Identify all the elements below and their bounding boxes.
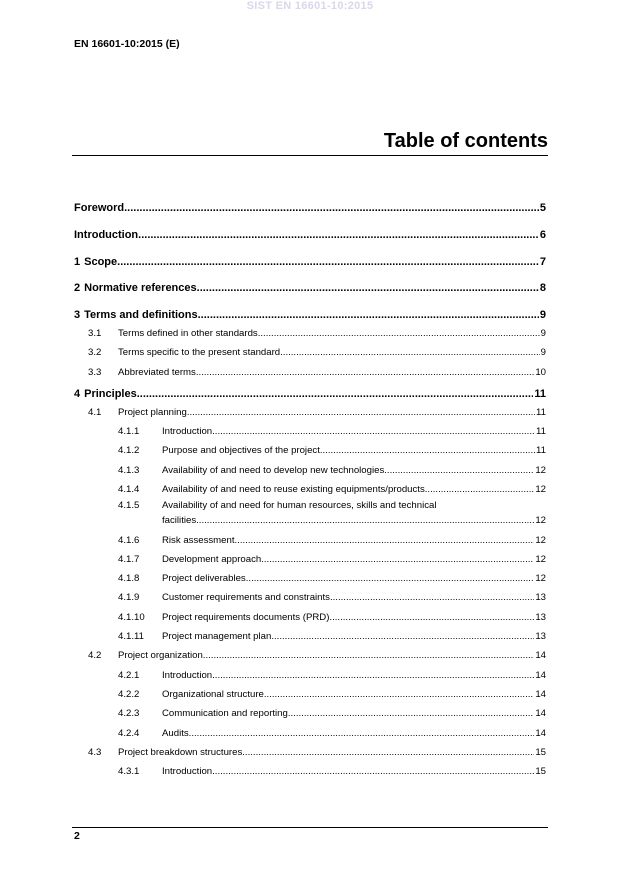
leader-dots bbox=[329, 612, 534, 623]
page-number: 2 bbox=[74, 830, 80, 842]
toc-entry-number: 4 bbox=[74, 387, 81, 400]
leader-dots bbox=[212, 426, 535, 437]
toc-page-number: 14 bbox=[535, 727, 546, 739]
watermark: SIST EN 16601-10:2015 bbox=[246, 0, 374, 12]
toc-entry-number: 4.1.3 bbox=[118, 464, 140, 476]
toc-entry-number: 4.1.1 bbox=[118, 426, 140, 438]
toc-entry-text: Organizational structure bbox=[162, 688, 264, 700]
toc-page-number: 6 bbox=[539, 228, 546, 241]
leader-dots bbox=[242, 747, 534, 758]
toc-entry-text: Foreword bbox=[74, 202, 125, 214]
toc-entry-4-2-1[interactable] bbox=[74, 667, 546, 681]
toc-entry-text: Abbreviated terms bbox=[118, 366, 196, 378]
toc-entry-number: 4.1.5 bbox=[118, 500, 140, 512]
leader-dots bbox=[330, 592, 534, 603]
toc-entry-text: Introduction bbox=[74, 228, 139, 241]
toc-page-number: 12 bbox=[535, 483, 546, 495]
page-title: Table of contents bbox=[383, 130, 548, 152]
leader-dots bbox=[197, 282, 539, 294]
leader-dots bbox=[124, 202, 539, 214]
leader-dots bbox=[137, 388, 534, 400]
toc-page-number: 11 bbox=[536, 406, 546, 418]
leader-dots bbox=[235, 535, 535, 546]
toc-entry-text: Project requirements documents (PRD) bbox=[162, 611, 330, 623]
toc-entry-3-3[interactable] bbox=[74, 364, 546, 378]
toc-entry-number: 4.1 bbox=[88, 406, 102, 418]
toc-entry-number: 4.1.9 bbox=[118, 592, 140, 604]
toc-entry-number: 3.3 bbox=[88, 366, 102, 378]
toc-entry-text: Terms defined in other standards bbox=[118, 328, 258, 340]
title-divider bbox=[72, 155, 548, 156]
toc-entry-number: 4.2.1 bbox=[118, 669, 140, 681]
table-of-contents bbox=[74, 200, 546, 782]
toc-entry-number: 4.1.10 bbox=[118, 611, 145, 623]
leader-dots bbox=[117, 256, 539, 268]
toc-entry-number: 4.3 bbox=[88, 746, 102, 758]
toc-entry-4-1-6[interactable] bbox=[74, 532, 546, 546]
toc-entry-number: 2 bbox=[74, 282, 81, 295]
leader-dots bbox=[198, 309, 539, 321]
toc-entry-text: Availability of and need for human resources, skills and technical bbox=[162, 500, 437, 512]
toc-entry-number: 4.1.7 bbox=[118, 553, 140, 565]
toc-page-number: 12 bbox=[535, 534, 546, 546]
toc-page-number: 15 bbox=[535, 766, 546, 778]
toc-entry-text: Project planning bbox=[118, 406, 187, 418]
toc-page-number: 11 bbox=[536, 426, 546, 438]
toc-entry-text: Communication and reporting bbox=[162, 708, 288, 720]
toc-entry-number: 4.1.4 bbox=[118, 483, 140, 495]
toc-entry-normative-references[interactable] bbox=[74, 280, 546, 294]
toc-entry-text: Terms and definitions bbox=[84, 309, 198, 322]
toc-entry-text: Project organization bbox=[118, 650, 203, 662]
footer-divider bbox=[72, 827, 548, 828]
toc-entry-text: Introduction bbox=[162, 426, 213, 438]
toc-entry-introduction[interactable] bbox=[74, 227, 546, 241]
toc-entry-terms[interactable] bbox=[74, 307, 546, 321]
toc-page-number: 9 bbox=[540, 347, 546, 359]
toc-entry-text: Normative references bbox=[84, 282, 197, 295]
toc-entry-4-1-1[interactable] bbox=[74, 423, 546, 437]
toc-entry-text: Purpose and objectives of the project bbox=[162, 445, 320, 457]
toc-entry-number: 3.2 bbox=[88, 347, 102, 359]
leader-dots bbox=[246, 573, 535, 584]
toc-entry-4-3[interactable] bbox=[74, 744, 546, 758]
toc-entry-number: 4.2.4 bbox=[118, 727, 140, 739]
leader-dots bbox=[384, 465, 534, 476]
toc-entry-number: 4.2.3 bbox=[118, 708, 140, 720]
toc-page-number: 12 bbox=[535, 553, 546, 565]
toc-page-number: 12 bbox=[535, 573, 546, 585]
toc-entry-3-2[interactable] bbox=[74, 344, 546, 358]
toc-page-number: 10 bbox=[535, 366, 546, 378]
toc-entry-4-2-3[interactable] bbox=[74, 705, 546, 719]
leader-dots bbox=[320, 445, 535, 456]
toc-entry-text: Project management plan bbox=[162, 631, 272, 643]
toc-entry-number: 3.1 bbox=[88, 328, 102, 340]
leader-dots bbox=[264, 689, 534, 700]
toc-entry-number: 4.2.2 bbox=[118, 688, 140, 700]
toc-page-number: 9 bbox=[540, 328, 546, 340]
toc-entry-foreword[interactable] bbox=[74, 200, 546, 214]
toc-entry-4-2[interactable] bbox=[74, 647, 546, 661]
toc-entry-number: 4.1.2 bbox=[118, 445, 140, 457]
toc-entry-4-2-2[interactable] bbox=[74, 686, 546, 700]
toc-entry-number: 4.3.1 bbox=[118, 766, 140, 778]
toc-page-number: 12 bbox=[535, 464, 546, 476]
leader-dots bbox=[212, 670, 534, 681]
toc-entry-text: Principles bbox=[84, 387, 137, 400]
toc-page-number: 13 bbox=[535, 611, 546, 623]
toc-entry-text: Project deliverables bbox=[162, 573, 246, 585]
toc-entry-4-1-7[interactable] bbox=[74, 551, 546, 565]
leader-dots bbox=[203, 650, 535, 661]
leader-dots bbox=[271, 631, 534, 642]
leader-dots bbox=[425, 484, 535, 495]
toc-page-number: 14 bbox=[535, 669, 546, 681]
leader-dots bbox=[196, 367, 534, 378]
toc-page-number: 5 bbox=[539, 202, 546, 214]
toc-entry-text: Introduction bbox=[162, 669, 213, 681]
toc-entry-number: 4.1.11 bbox=[118, 631, 144, 643]
leader-dots bbox=[288, 708, 534, 719]
toc-entry-number: 4.1.8 bbox=[118, 573, 140, 585]
toc-entry-4-1-4[interactable] bbox=[74, 481, 546, 495]
leader-dots bbox=[261, 554, 534, 565]
toc-entry-number: 3 bbox=[74, 309, 81, 322]
toc-entry-text: Scope bbox=[84, 255, 118, 268]
toc-entry-text: Introduction bbox=[162, 766, 213, 778]
toc-entry-number: 1 bbox=[74, 255, 81, 268]
toc-entry-3-1[interactable] bbox=[74, 325, 546, 339]
toc-page-number: 9 bbox=[539, 309, 546, 322]
toc-entry-number: 4.2 bbox=[88, 650, 102, 662]
toc-entry-principles[interactable] bbox=[74, 386, 546, 400]
toc-page-number: 8 bbox=[539, 282, 546, 295]
leader-dots bbox=[187, 407, 535, 418]
toc-entry-text: Project breakdown structures bbox=[118, 746, 243, 758]
toc-page-number: 12 bbox=[535, 515, 546, 527]
toc-entry-4-1-10[interactable] bbox=[74, 609, 546, 623]
leader-dots bbox=[138, 229, 539, 241]
leader-dots bbox=[258, 328, 540, 339]
toc-entry-4-1-5[interactable] bbox=[74, 500, 546, 526]
leader-dots bbox=[196, 515, 534, 526]
toc-page-number: 14 bbox=[535, 650, 546, 662]
toc-entry-text: Availability of and need to reuse existing equipments/products bbox=[162, 483, 425, 495]
leader-dots bbox=[212, 766, 534, 777]
toc-page-number: 11 bbox=[534, 387, 546, 400]
toc-entry-text: Availability of and need to develop new technologies bbox=[162, 464, 385, 476]
toc-entry-scope[interactable] bbox=[74, 254, 546, 268]
leader-dots bbox=[189, 728, 535, 739]
toc-entry-4-1[interactable] bbox=[74, 404, 546, 418]
toc-page-number: 11 bbox=[536, 445, 546, 457]
toc-page-number: 14 bbox=[535, 708, 546, 720]
toc-page-number: 7 bbox=[539, 255, 546, 268]
toc-entry-text-continued: facilities bbox=[162, 515, 197, 527]
toc-entry-text: Risk assessment bbox=[162, 534, 235, 546]
toc-entry-text: Terms specific to the present standard bbox=[118, 347, 281, 359]
toc-entry-text: Customer requirements and constraints bbox=[162, 592, 330, 604]
toc-entry-4-1-3[interactable] bbox=[74, 462, 546, 476]
document-id: EN 16601-10:2015 (E) bbox=[74, 38, 180, 50]
toc-entry-4-1-8[interactable] bbox=[74, 570, 546, 584]
toc-entry-4-1-2[interactable] bbox=[74, 442, 546, 456]
leader-dots bbox=[280, 347, 540, 358]
toc-entry-4-1-9[interactable] bbox=[74, 589, 546, 603]
toc-entry-text: Audits bbox=[162, 727, 189, 739]
toc-entry-number: 4.1.6 bbox=[118, 534, 140, 546]
toc-entry-4-3-1[interactable] bbox=[74, 763, 546, 777]
toc-page-number: 15 bbox=[535, 746, 546, 758]
toc-entry-text: Development approach bbox=[162, 553, 262, 565]
toc-entry-4-2-4[interactable] bbox=[74, 725, 546, 739]
toc-page-number: 14 bbox=[535, 688, 546, 700]
toc-page-number: 13 bbox=[535, 631, 546, 643]
toc-page-number: 13 bbox=[535, 592, 546, 604]
toc-entry-4-1-11[interactable] bbox=[74, 628, 546, 642]
